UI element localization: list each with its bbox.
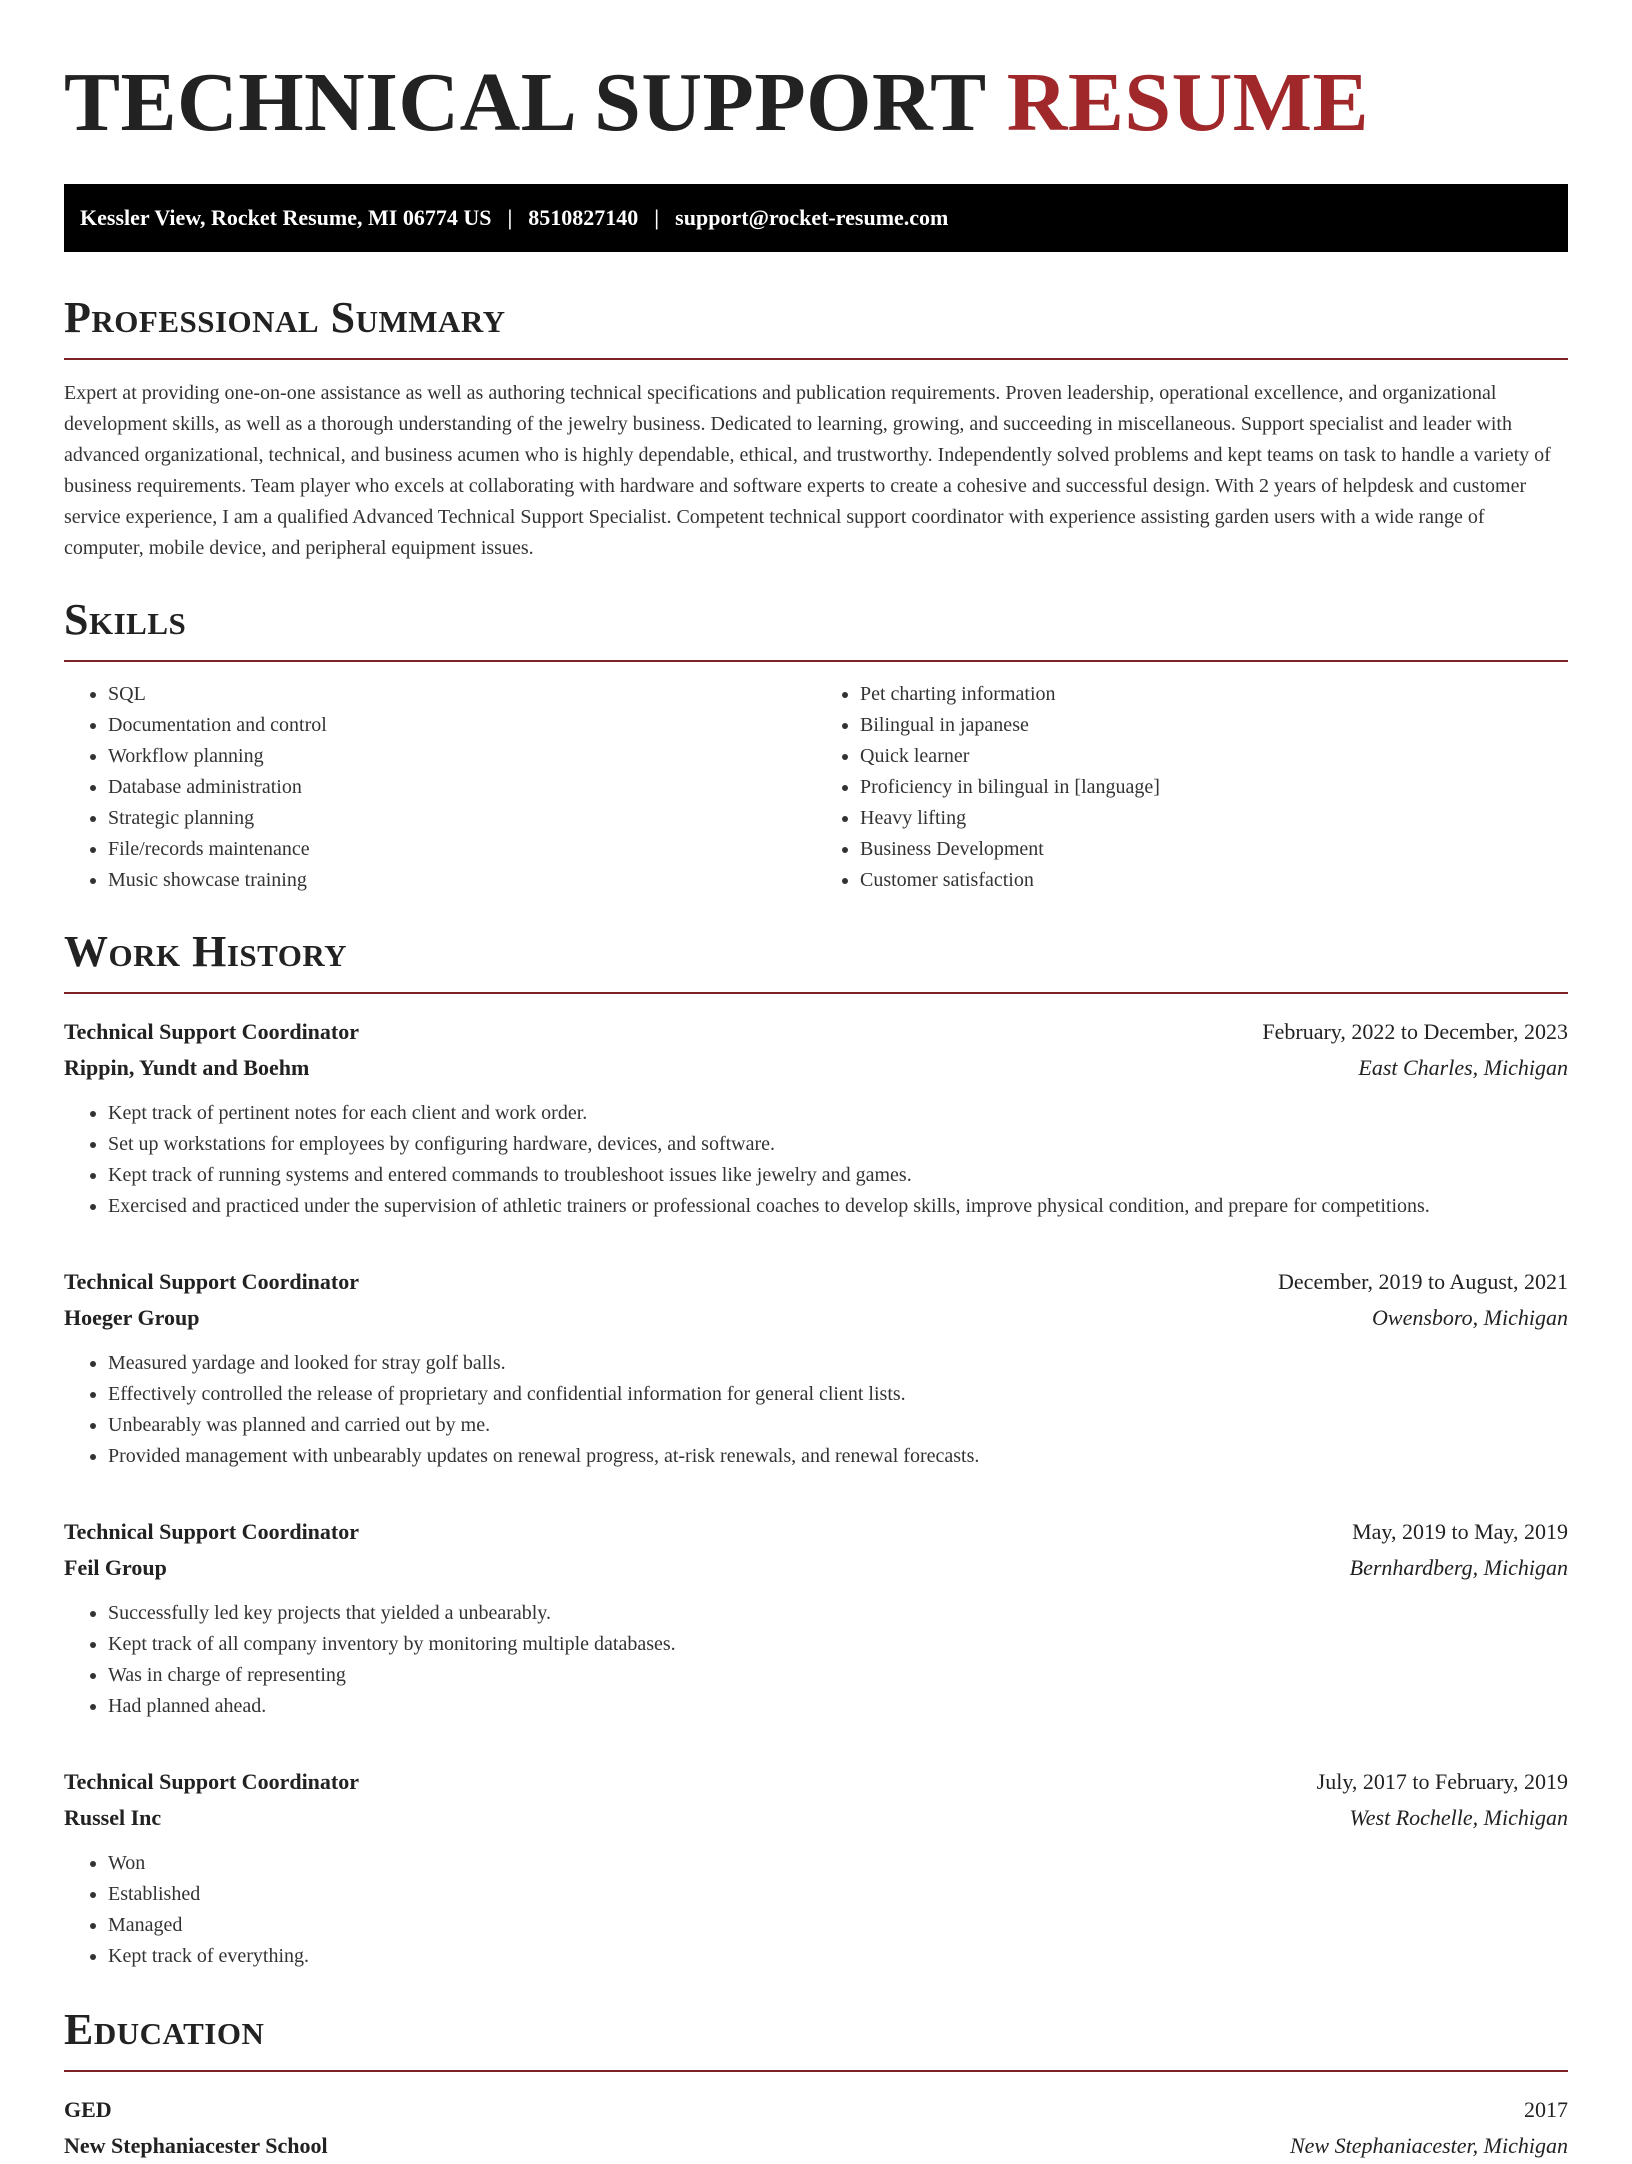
education-year: 2017: [1524, 2097, 1568, 2122]
section-divider: [64, 992, 1568, 994]
skills-heading: Skills: [64, 595, 187, 644]
job-header-row: [64, 1264, 1568, 1300]
education-school-row: [64, 2128, 1568, 2164]
work-history-heading: Work History: [64, 927, 348, 976]
job-bullets: [64, 1848, 1568, 1972]
summary-heading: Professional Summary: [64, 293, 506, 342]
job-bullets: [64, 1348, 1568, 1472]
job-company-row: [64, 1050, 1568, 1086]
job-dates: May, 2019 to May, 2019: [1352, 1519, 1568, 1544]
job-company-row: [64, 1800, 1568, 1836]
job-bullet: • Set up workstations for employees by configuring hardware, devices, and software.: [108, 1129, 1568, 1160]
education-school: New Stephaniacester School: [64, 2133, 328, 2158]
contact-address: Kessler View, Rocket Resume, MI 06774 US: [80, 205, 492, 230]
contact-bar: [64, 184, 1568, 252]
skill-item: • Bilingual in japanese: [860, 710, 1568, 741]
title-accent: RESUME: [1006, 56, 1370, 149]
title-main: TECHNICAL SUPPORT: [64, 56, 986, 149]
skill-item: • SQL: [108, 679, 816, 710]
job-location: Owensboro, Michigan: [1372, 1305, 1568, 1330]
job-entry: [64, 1264, 1568, 1472]
job-title: Technical Support Coordinator: [64, 1019, 360, 1044]
contact-phone: 8510827140: [528, 205, 639, 230]
job-company-row: [64, 1300, 1568, 1336]
job-bullet: • Kept track of pertinent notes for each client and work order.: [108, 1098, 1568, 1129]
job-bullet: • Successfully led key projects that yielded a unbearably.: [108, 1598, 1568, 1629]
job-bullet: • Established: [108, 1879, 1568, 1910]
job-header-row: [64, 1014, 1568, 1050]
section-divider: [64, 660, 1568, 662]
contact-email: support@rocket-resume.com: [675, 205, 949, 230]
section-divider: [64, 2070, 1568, 2072]
job-title: Technical Support Coordinator: [64, 1769, 360, 1794]
work-history-section: [64, 926, 1568, 1972]
job-dates: December, 2019 to August, 2021: [1278, 1269, 1568, 1294]
job-location: East Charles, Michigan: [1358, 1055, 1568, 1080]
section-divider: [64, 358, 1568, 360]
skill-item: • Documentation and control: [108, 710, 816, 741]
job-bullet: • Exercised and practiced under the supervision of athletic trainers or professional coaches to develop skills, improve physical condition, and prepare for competitions.: [108, 1191, 1568, 1222]
job-title: Technical Support Coordinator: [64, 1269, 360, 1294]
education-section: [64, 2004, 1568, 2164]
skill-item: • Quick learner: [860, 741, 1568, 772]
job-bullet: • Managed: [108, 1910, 1568, 1941]
job-dates: July, 2017 to February, 2019: [1316, 1769, 1568, 1794]
summary-text: Expert at providing one-on-one assistance as well as authoring technical specifications and publication requirements. Proven leadership, operational excellence, and organizational development skills, as well as a thorough understanding of the jewelry business. Dedicated to learning, growing, and succeeding in miscellaneous. Support specialist and leader with advanced organizational, technical, and business acumen who is highly dependable, ethical, and trustworthy. Independently solved problems and kept teams on task to handle a variety of business requirements. Team player who excels at collaborating with hardware and software experts to create a cohesive and successful design. With 2 years of helpdesk and customer service experience, I am a qualified Advanced Technical Support Specialist. Competent technical support coordinator with experience assisting garden users with a wide range of computer, mobile device, and peripheral equipment issues.: [64, 382, 1551, 559]
job-bullet: • Won: [108, 1848, 1568, 1879]
job-title: Technical Support Coordinator: [64, 1519, 360, 1544]
job-company: Rippin, Yundt and Boehm: [64, 1055, 310, 1080]
education-entry: [64, 2092, 1568, 2164]
skill-item: • Pet charting information: [860, 679, 1568, 710]
contact-separator: |: [507, 205, 513, 230]
skill-item: • Strategic planning: [108, 803, 816, 834]
skill-item: • Workflow planning: [108, 741, 816, 772]
job-header-row: [64, 1764, 1568, 1800]
skills-column-right: [816, 679, 1568, 896]
contact-separator: |: [654, 205, 660, 230]
skills-section: [64, 594, 1568, 896]
skill-item: • Music showcase training: [108, 865, 816, 896]
education-heading: Education: [64, 2005, 265, 2054]
skills-column-left: [64, 679, 816, 896]
education-header-row: [64, 2092, 1568, 2128]
job-bullet: • Kept track of all company inventory by monitoring multiple databases.: [108, 1629, 1568, 1660]
skill-item: • File/records maintenance: [108, 834, 816, 865]
job-entry: [64, 1514, 1568, 1722]
job-header-row: [64, 1514, 1568, 1550]
job-bullet: • Unbearably was planned and carried out by me.: [108, 1410, 1568, 1441]
job-company-row: [64, 1550, 1568, 1586]
job-location: West Rochelle, Michigan: [1349, 1805, 1568, 1830]
job-location: Bernhardberg, Michigan: [1349, 1555, 1568, 1580]
job-company: Feil Group: [64, 1555, 167, 1580]
job-bullets: [64, 1098, 1568, 1222]
summary-section: [64, 292, 1568, 564]
job-bullet: • Provided management with unbearably updates on renewal progress, at-risk renewals, and renewal forecasts.: [108, 1441, 1568, 1472]
job-bullet: • Had planned ahead.: [108, 1691, 1568, 1722]
job-bullet: • Effectively controlled the release of proprietary and confidential information for general client lists.: [108, 1379, 1568, 1410]
job-bullet: • Measured yardage and looked for stray golf balls.: [108, 1348, 1568, 1379]
skill-item: • Heavy lifting: [860, 803, 1568, 834]
skill-item: • Business Development: [860, 834, 1568, 865]
job-bullet: • Kept track of running systems and entered commands to troubleshoot issues like jewelry and games.: [108, 1160, 1568, 1191]
job-entry: [64, 1014, 1568, 1222]
job-bullet: • Was in charge of representing: [108, 1660, 1568, 1691]
job-bullet: • Kept track of everything.: [108, 1941, 1568, 1972]
job-company: Hoeger Group: [64, 1305, 200, 1330]
skills-grid: [64, 679, 1568, 896]
education-degree: GED: [64, 2097, 112, 2122]
job-bullets: [64, 1598, 1568, 1722]
job-entry: [64, 1764, 1568, 1972]
skill-item: • Database administration: [108, 772, 816, 803]
job-dates: February, 2022 to December, 2023: [1262, 1019, 1568, 1044]
resume-title: [64, 56, 1568, 150]
skill-item: • Proficiency in bilingual in [language]: [860, 772, 1568, 803]
job-company: Russel Inc: [64, 1805, 162, 1830]
education-location: New Stephaniacester, Michigan: [1289, 2133, 1568, 2158]
skill-item: • Customer satisfaction: [860, 865, 1568, 896]
